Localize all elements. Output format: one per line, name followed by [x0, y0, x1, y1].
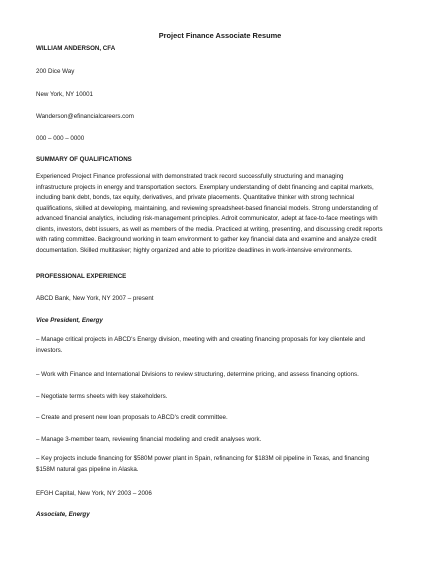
summary-line: advanced financial analytics, including risk-management principles. Adroit communicator, adept at face-to-face meetings with [36, 215, 378, 222]
summary-line: with rating committee. Background working in team environment to gather key financial data and examine and analyze credit [36, 236, 377, 243]
address-line-2: New York, NY 10001 [36, 91, 93, 98]
job1-bullet-6 [36, 454, 412, 475]
email-address: Wanderson@efinancialcareers.com [36, 113, 134, 120]
job1-bullet-1 [36, 335, 412, 356]
job1-bullet-3: – Negotiate terms sheets with key stakeholders. [36, 393, 168, 400]
summary-line: including bank debt, bonds, tax equity, derivatives, and private placements. Quantitative thinker with strong technical [36, 194, 355, 201]
job1-company: ABCD Bank, New York, NY 2007 – present [36, 295, 154, 302]
summary-heading: SUMMARY OF QUALIFICATIONS [36, 156, 132, 163]
job2-company: EFGH Capital, New York, NY 2003 – 2006 [36, 490, 152, 497]
summary-line: documentation. Skilled multitasker; highly organized and able to prioritize deadlines in work-intensive environments. [36, 246, 353, 254]
summary-line: Experienced Project Finance professional with demonstrated track record successfully structuring and managing [36, 173, 344, 180]
summary-line: clients, investors, debt issuers, as well as members of the media. Practiced at writing, presenting, and discussing credit reports [36, 225, 383, 233]
bullet-line: – Key projects include financing for $580M power plant in Spain, refinancing for $183M oil pipeline in Texas, and financing [36, 455, 370, 462]
phone-number: 000 – 000 – 0000 [36, 135, 85, 142]
job1-title: Vice President, Energy [36, 317, 103, 324]
job1-bullet-4: – Create and present new loan proposals to ABCD's credit committee. [36, 414, 228, 421]
job1-bullet-5: – Manage 3-member team, reviewing financial modeling and credit analyses work. [36, 436, 262, 443]
address-line-1: 200 Dice Way [36, 68, 75, 75]
summary-paragraph [36, 172, 412, 256]
bullet-line: – Manage critical projects in ABCD's Energy division, meeting with and creating financing proposals for key clientele and [36, 336, 365, 343]
job2-title: Associate, Energy [36, 511, 90, 518]
candidate-name: WILLIAM ANDERSON, CFA [36, 45, 116, 52]
summary-line: qualifications, skilled at developing, maintaining, and reviewing spreadsheet-based financial models. Strong understanding of [36, 204, 378, 212]
job1-bullet-2: – Work with Finance and International Divisions to review structuring, determine pricing, and assess financing options. [36, 371, 359, 378]
bullet-line: investors. [36, 346, 63, 354]
bullet-line: $158M natural gas pipeline in Alaska. [36, 465, 139, 473]
summary-line: infrastructure projects in energy and transportation sectors. Exemplary understanding of debt financing and capital markets, [36, 183, 374, 191]
page-title: Project Finance Associate Resume [158, 31, 282, 40]
experience-heading: PROFESSIONAL EXPERIENCE [36, 273, 127, 280]
